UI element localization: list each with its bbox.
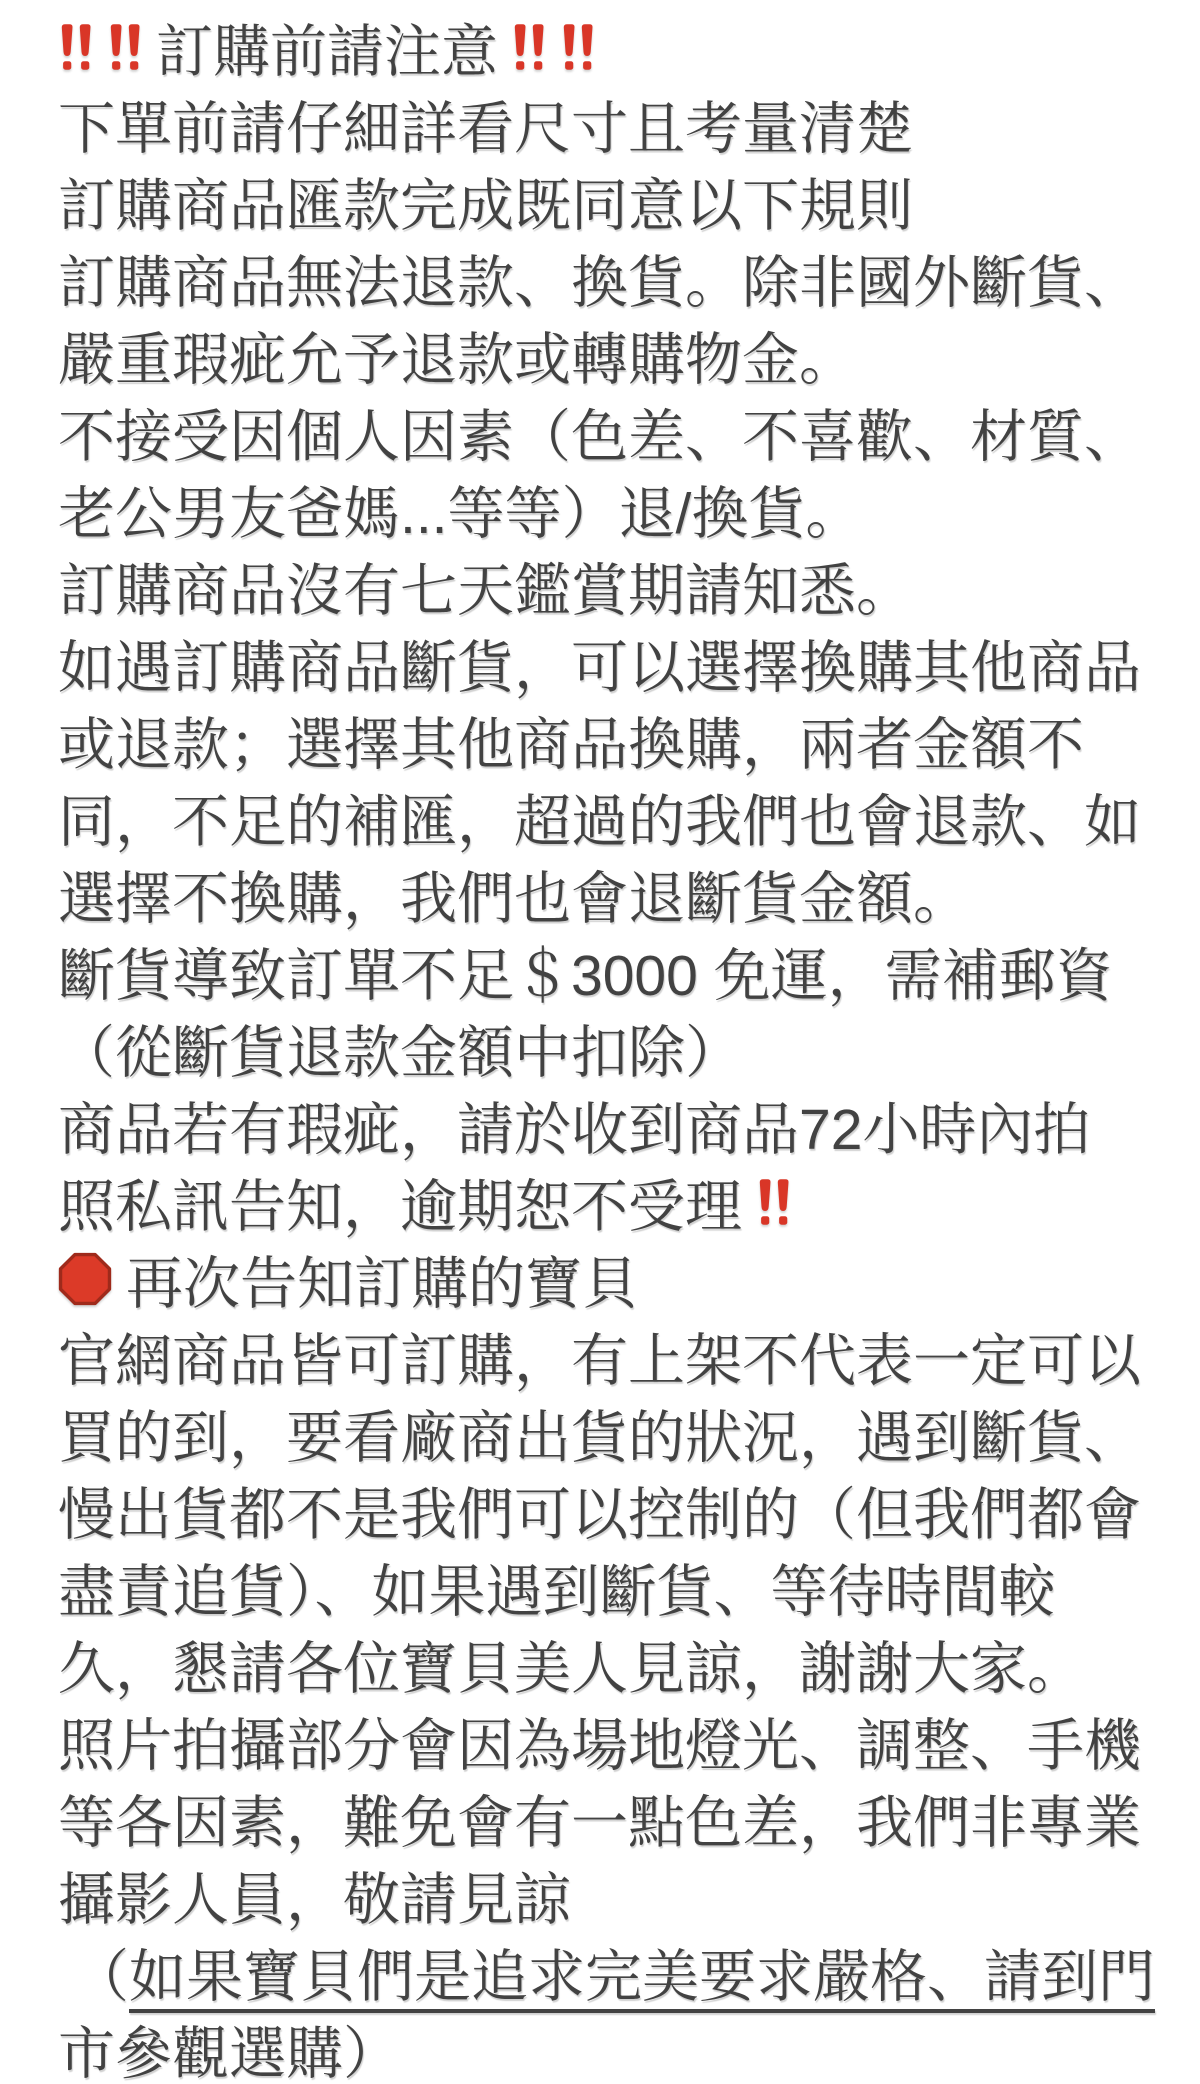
line-text: 商品若有瑕疵，請於收到商品72小時內拍 [58, 1097, 1091, 1162]
line-text: 官網商品皆可訂購，有上架不代表一定可以 [58, 1328, 1141, 1393]
text-line [58, 1625, 1170, 1702]
notice-title [58, 8, 1170, 85]
text-line [58, 701, 1170, 778]
text-line [58, 932, 1170, 1009]
line-text: 再次告知訂購的寶貝 [126, 1251, 639, 1316]
line-text: 訂購商品匯款完成既同意以下規則 [58, 173, 913, 238]
text-line [58, 1548, 1170, 1625]
text-line [58, 855, 1170, 932]
line-text: 慢出貨都不是我們可以控制的（但我們都會 [58, 1482, 1141, 1547]
text-line [58, 1856, 1170, 1933]
text-line [58, 470, 1170, 547]
text-line [58, 393, 1170, 470]
text-line [58, 85, 1170, 162]
line-text: 如遇訂購商品斷貨，可以選擇換購其他商品 [58, 635, 1141, 700]
line-text: 嚴重瑕疵允予退款或轉購物金。 [58, 327, 856, 392]
text-line [58, 162, 1170, 239]
text-line [58, 1471, 1170, 1548]
underlined-note-line [58, 2010, 1170, 2084]
text-line [58, 239, 1170, 316]
double-exclamation-icon [560, 23, 596, 71]
text-line [58, 1394, 1170, 1471]
stop-sign-icon [58, 1252, 112, 1306]
text-line [58, 1009, 1170, 1086]
line-text: 照私訊告知，逾期恕不受理 [58, 1174, 742, 1239]
line-text: 照片拍攝部分會因為場地燈光、調整、手機 [58, 1713, 1141, 1778]
line-text: 選擇不換購，我們也會退斷貨金額。 [58, 866, 970, 931]
text-line-with-trailing-icon [58, 1163, 1170, 1240]
line-text: 斷貨導致訂單不足＄3000 免運，需補郵資 [58, 943, 1113, 1008]
text-line [58, 1086, 1170, 1163]
section-heading [58, 1240, 1170, 1317]
text-line [58, 778, 1170, 855]
text-line [58, 547, 1170, 624]
line-text: 或退款；選擇其他商品換購，兩者金額不 [58, 712, 1084, 777]
line-text: 老公男友爸媽...等等）退/換貨。 [58, 481, 863, 546]
text-line [58, 624, 1170, 701]
line-text: （從斷貨退款金額中扣除） [58, 1020, 742, 1085]
line-text: 同，不足的補匯，超過的我們也會退款、如 [58, 789, 1141, 854]
double-exclamation-icon [756, 1178, 792, 1226]
underlined-note-line [58, 1933, 1170, 2010]
text-line [58, 1317, 1170, 1394]
underlined-text: 如果寶貝們是追求完美要求嚴格、請到門 [129, 1944, 1155, 2009]
double-exclamation-icon [107, 23, 143, 71]
title-text: 訂購前請注意 [156, 19, 498, 84]
paren-prefix: （ [72, 1944, 129, 2009]
line-text: 下單前請仔細詳看尺寸且考量清楚 [58, 96, 913, 161]
double-exclamation-icon [58, 23, 94, 71]
line-text: 訂購商品沒有七天鑑賞期請知悉。 [58, 558, 913, 623]
line-text: 攝影人員，敬請見諒 [58, 1867, 571, 1932]
text-line [58, 1779, 1170, 1856]
line-text: 盡責追貨）、如果遇到斷貨、等待時間較 [58, 1559, 1056, 1624]
line-text: 等各因素，難免會有一點色差，我們非專業 [58, 1790, 1141, 1855]
line-text: 訂購商品無法退款、換貨。除非國外斷貨、 [58, 250, 1141, 315]
line-text: 買的到，要看廠商出貨的狀況，遇到斷貨、 [58, 1405, 1141, 1470]
line-text: 不接受因個人因素（色差、不喜歡、材質、 [58, 404, 1141, 469]
double-exclamation-icon [511, 23, 547, 71]
text-line [58, 1702, 1170, 1779]
underlined-text: 市參觀選購） [58, 2021, 400, 2084]
line-text: 久，懇請各位寶貝美人見諒，謝謝大家。 [58, 1636, 1084, 1701]
text-line [58, 316, 1170, 393]
